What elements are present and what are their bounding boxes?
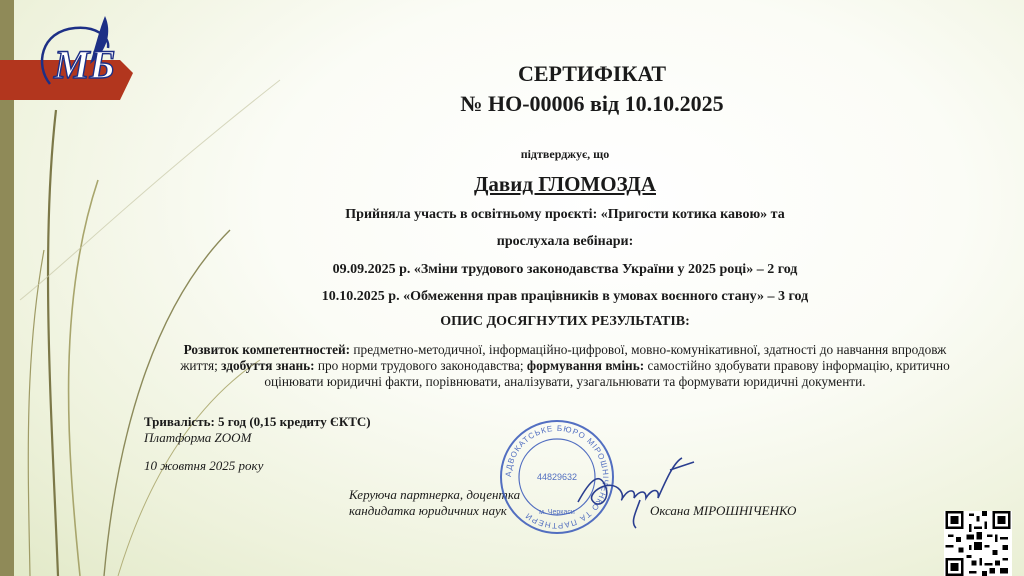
signer-role-line-2: кандидатка юридичних наук [349, 503, 507, 518]
stamp-code: 44829632 [536, 472, 578, 482]
webinar-1: 09.09.2025 р. «Зміни трудового законодавства України у 2025 році» – 2 год [332, 262, 798, 277]
signature [570, 440, 700, 530]
skills-label: формування вмінь: [526, 358, 645, 373]
signer-name: Оксана МІРОШНІЧЕНКО [650, 503, 797, 518]
issue-date: 10 жовтня 2025 року [144, 458, 264, 473]
title-text: СЕРТИФІКАТ [517, 61, 667, 86]
webinar-2: 10.10.2025 р. «Обмеження прав працівників в умовах воєнного стану» – 3 год [321, 289, 809, 304]
competences-label: Розвиток компетентностей: [183, 342, 351, 357]
recipient-name: Давид ГЛОМОЗДА [473, 172, 656, 196]
certificate-title [392, 59, 792, 119]
participation-line-1: Прийняла участь в освітньому проєкті: «Пригости котика кавою» та [345, 207, 785, 222]
knowledge-text: про норми трудового законодавства; [314, 358, 527, 373]
qr-code [944, 511, 1012, 576]
signer-role-line-1: Керуюча партнерка, доцентка [349, 487, 521, 502]
logo [20, 6, 130, 106]
competences-text: предметно-методичної, інформаційно-цифрової, мовно-комунікативної, здатності до навчання впродовж життя; [180, 342, 947, 373]
platform: Платформа ZOOM [144, 430, 252, 445]
stamp-city: м. Черкаси [539, 509, 575, 516]
stamp-ring-text: АДВОКАТСЬКЕ БЮРО МІРОШНІЧЕНКО ТА ПАРТНЕРИ [503, 423, 611, 531]
logo-monogram: МБ [54, 42, 115, 87]
results-description [170, 342, 960, 390]
knowledge-label: здобуття знань: [221, 358, 315, 373]
skills-text: самостійно здобувати правову інформацію, критично оцінювати юридичні факти, порівнювати, аналізувати, узагальнювати та формувати юридичні документи. [264, 358, 950, 389]
certificate-number: № НО-00006 від 10.10.2025 [460, 91, 724, 116]
duration: Тривалість: 5 год (0,15 кредиту ЄКТС) [144, 414, 371, 429]
participation-line-2: прослухала вебінари: [496, 234, 634, 249]
confirms-text: підтверджує, що [520, 147, 610, 161]
results-heading: ОПИС ДОСЯГНУТИХ РЕЗУЛЬТАТІВ: [440, 314, 690, 329]
